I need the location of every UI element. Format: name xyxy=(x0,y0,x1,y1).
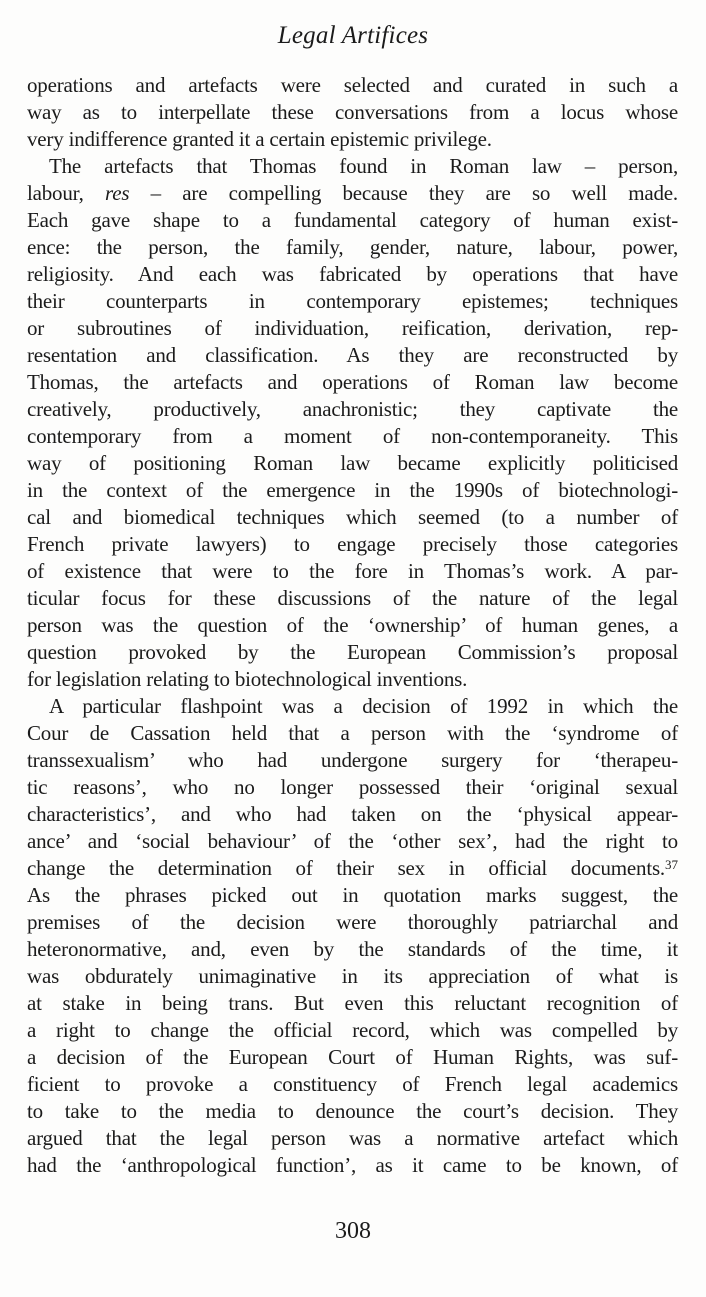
text-line: As the phrases picked out in quotation marks suggest, the xyxy=(27,883,678,907)
text-line: a decision of the European Court of Human Rights, was suf- xyxy=(27,1045,678,1069)
text-line: was obdurately unimaginative in its appreciation of what is xyxy=(27,964,678,988)
text-line: Thomas, the artefacts and operations of Roman law become xyxy=(27,370,678,394)
text-line: creatively, productively, anachronistic; they captivate the xyxy=(27,397,678,421)
text-line: a right to change the official record, which was compelled by xyxy=(27,1018,678,1042)
text-line: A particular flashpoint was a decision of 1992 in which the xyxy=(49,694,678,718)
text-line: cal and biomedical techniques which seemed (to a number of xyxy=(27,505,678,529)
text-line: Cour de Cassation held that a person with the ‘syndrome of xyxy=(27,721,678,745)
running-header: Legal Artifices xyxy=(277,22,429,49)
text-line: labour, res – are compelling because they are so well made. xyxy=(27,181,678,205)
text-line: had the ‘anthropological function’, as it came to be known, of xyxy=(27,1153,678,1177)
text-line: for legislation relating to biotechnological inventions. xyxy=(27,667,468,691)
text-line: heteronormative, and, even by the standards of the time, it xyxy=(27,937,678,961)
text-line: their counterparts in contemporary epistemes; techniques xyxy=(27,289,678,313)
text-line: French private lawyers) to engage precisely those categories xyxy=(27,532,678,556)
text-line: resentation and classification. As they are reconstructed by xyxy=(27,343,678,367)
text-line: way of positioning Roman law became explicitly politicised xyxy=(27,451,678,475)
text-line: way as to interpellate these conversations from a locus whose xyxy=(27,100,678,124)
text-line: change the determination of their sex in official documents.$^{37}$ xyxy=(27,856,678,880)
text-line: The artefacts that Thomas found in Roman law – person, xyxy=(49,154,678,178)
text-line: very indifference granted it a certain epistemic privilege. xyxy=(27,127,492,151)
text-line: ance’ and ‘social behaviour’ of the ‘other sex’, had the right to xyxy=(27,829,678,853)
text-line: or subroutines of individuation, reification, derivation, rep- xyxy=(27,316,678,340)
text-line: religiosity. And each was fabricated by operations that have xyxy=(27,262,678,286)
text-line: tic reasons’, who no longer possessed their ‘original sexual xyxy=(27,775,678,799)
text-line: ficient to provoke a constituency of French legal academics xyxy=(27,1072,678,1096)
text-line: Each gave shape to a fundamental category of human exist- xyxy=(27,208,678,232)
text-line: premises of the decision were thoroughly patriarchal and xyxy=(27,910,678,934)
text-line: of existence that were to the fore in Thomas’s work. A par- xyxy=(27,559,678,583)
text-line: in the context of the emergence in the 1990s of biotechnologi- xyxy=(27,478,678,502)
text-line: person was the question of the ‘ownership’ of human genes, a xyxy=(27,613,678,637)
text-line: characteristics’, and who had taken on the ‘physical appear- xyxy=(27,802,678,826)
text-line: transsexualism’ who had undergone surgery for ‘therapeu- xyxy=(27,748,678,772)
text-line: argued that the legal person was a normative artefact which xyxy=(27,1126,678,1150)
text-line: operations and artefacts were selected and curated in such a xyxy=(27,73,678,97)
text-body xyxy=(27,72,678,1179)
text-line: question provoked by the European Commission’s proposal xyxy=(27,640,678,664)
text-line: ence: the person, the family, gender, nature, labour, power, xyxy=(27,235,678,259)
text-line: ticular focus for these discussions of the nature of the legal xyxy=(27,586,678,610)
text-line: to take to the media to denounce the court’s decision. They xyxy=(27,1099,678,1123)
text-line: at stake in being trans. But even this reluctant recognition of xyxy=(27,991,678,1015)
text-line: contemporary from a moment of non-contemporaneity. This xyxy=(27,424,678,448)
page-number: 308 xyxy=(335,1218,371,1244)
